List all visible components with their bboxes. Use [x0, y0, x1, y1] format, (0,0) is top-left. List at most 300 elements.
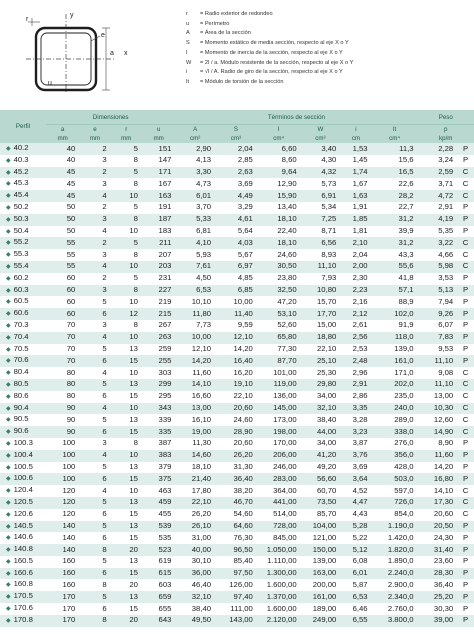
cell-value: 29,80 [301, 379, 341, 391]
table-row [0, 285, 474, 297]
table-row [0, 214, 474, 226]
cell-value: 203 [142, 261, 175, 273]
table-row [0, 320, 474, 332]
cell-value: 303 [142, 367, 175, 379]
cell-value: 90 [46, 414, 79, 426]
cell-perfil [0, 615, 46, 627]
cell-type-code: C [457, 261, 474, 273]
square-tube-diagram [18, 6, 178, 100]
cell-value: 20,60 [215, 438, 257, 450]
cell-value: 356,0 [372, 450, 418, 462]
cell-value: 5,34 [301, 202, 341, 214]
cell-value: 16,20 [215, 367, 257, 379]
cell-value: 16,10 [175, 414, 215, 426]
cell-value: 3,71 [418, 178, 458, 190]
cell-value: 6,08 [340, 556, 371, 568]
cell-value: 8 [111, 155, 142, 167]
cell-value: 535 [142, 532, 175, 544]
cell-value: 2,04 [215, 143, 257, 155]
cell-perfil [0, 473, 46, 485]
cell-value: 2,53 [340, 344, 371, 356]
cell-value: 9,59 [215, 320, 257, 332]
cell-value: 5 [79, 462, 110, 474]
diamond-marker-icon: ◆ [6, 511, 11, 518]
cell-value: 173,00 [257, 414, 301, 426]
cell-value: 8 [79, 579, 110, 591]
header-peso: Peso [418, 110, 474, 125]
cell-value: 38,40 [301, 414, 341, 426]
legend-panel [0, 0, 474, 104]
cell-value: 6 [79, 355, 110, 367]
cell-value: 16,60 [175, 391, 215, 403]
cell-value: 80 [46, 379, 79, 391]
cell-value: 295 [142, 391, 175, 403]
cell-value: 6,55 [340, 615, 371, 627]
header-symbol: e [79, 125, 110, 135]
cell-value: 17,30 [418, 497, 458, 509]
cell-value: 2,16 [340, 296, 371, 308]
cell-value: 1.420,0 [372, 532, 418, 544]
cell-type-code: P [457, 556, 474, 568]
cell-value: 26,10 [175, 521, 215, 533]
cell-value: 187 [142, 214, 175, 226]
cell-perfil [0, 202, 46, 214]
cell-value: 170 [46, 591, 79, 603]
cell-value: 11,3 [372, 143, 418, 155]
diamond-marker-icon: ◆ [6, 287, 11, 294]
perfil-label: 170.5 [13, 591, 33, 601]
cell-value: 3,64 [340, 473, 371, 485]
cell-type-code: C [457, 237, 474, 249]
diamond-marker-icon: ◆ [6, 322, 11, 329]
cell-value: 16,40 [215, 355, 257, 367]
cell-value: 15 [111, 509, 142, 521]
cell-value: 387 [142, 438, 175, 450]
table-row [0, 308, 474, 320]
cell-value: 70 [46, 332, 79, 344]
cell-value: 619 [142, 556, 175, 568]
cell-value: 503,0 [372, 473, 418, 485]
cell-perfil [0, 450, 46, 462]
cell-value: 10 [111, 226, 142, 238]
perfil-label: 170.6 [13, 603, 33, 613]
cell-value: 463 [142, 485, 175, 497]
cell-value: 206,00 [257, 450, 301, 462]
cell-type-code: C [457, 509, 474, 521]
cell-value: 90 [46, 426, 79, 438]
cell-value: 19,00 [175, 426, 215, 438]
cell-value: 3,30 [175, 167, 215, 179]
cell-value: 4,32 [301, 167, 341, 179]
cell-value: 6,07 [418, 320, 458, 332]
cell-value: 9,53 [418, 344, 458, 356]
cell-type-code: P [457, 591, 474, 603]
table-row [0, 226, 474, 238]
cell-value: 2,04 [340, 249, 371, 261]
cell-type-code: C [457, 249, 474, 261]
cell-value: 3,23 [340, 426, 371, 438]
cell-value: 13 [111, 379, 142, 391]
cell-value: 5 [111, 273, 142, 285]
diagram-label-u: u [48, 80, 52, 87]
cell-type-code: C [457, 414, 474, 426]
cell-perfil [0, 485, 46, 497]
legend-symbol: i [186, 69, 188, 76]
cell-value: 4 [79, 367, 110, 379]
cell-type-code: P [457, 308, 474, 320]
cell-value: 163 [142, 190, 175, 202]
cell-value: 655 [142, 603, 175, 615]
cell-value: 31,2 [372, 214, 418, 226]
perfil-label: 160.5 [13, 555, 33, 565]
header-symbols-row [0, 125, 474, 135]
cell-type-code: C [457, 367, 474, 379]
header-unit: mm [111, 134, 142, 143]
perfil-label: 70.4 [13, 331, 29, 341]
cell-value: 9,64 [257, 167, 301, 179]
cell-type-code: C [457, 379, 474, 391]
diamond-marker-icon: ◆ [6, 476, 11, 483]
header-unit: mm [46, 134, 79, 143]
diamond-marker-icon: ◆ [6, 181, 11, 188]
cell-value: 31,2 [372, 237, 418, 249]
cell-value: 10 [111, 450, 142, 462]
diamond-marker-icon: ◆ [6, 358, 11, 365]
cell-value: 1,91 [340, 202, 371, 214]
cell-value: 289,0 [372, 414, 418, 426]
profile-table [0, 110, 474, 627]
legend-item [186, 29, 466, 39]
cell-perfil [0, 391, 46, 403]
cell-value: 1,85 [340, 214, 371, 226]
cell-value: 2,00 [340, 261, 371, 273]
cell-value: 15 [111, 391, 142, 403]
cell-type-code: P [457, 544, 474, 556]
cell-value: 5,28 [340, 521, 371, 533]
perfil-label: 55.4 [13, 260, 29, 270]
cell-value: 41,8 [372, 273, 418, 285]
cell-value: 21,40 [175, 473, 215, 485]
cell-type-code: P [457, 450, 474, 462]
cell-value: 26,20 [215, 450, 257, 462]
cell-value: 603 [142, 579, 175, 591]
diamond-marker-icon: ◆ [6, 405, 11, 412]
cell-type-code: P [457, 579, 474, 591]
cell-value: 339 [142, 414, 175, 426]
cell-value: 9,26 [418, 308, 458, 320]
diamond-marker-icon: ◆ [6, 499, 11, 506]
cell-type-code: P [457, 462, 474, 474]
perfil-label: 60.6 [13, 308, 29, 318]
cell-perfil [0, 379, 46, 391]
cell-value: 1.600,00 [257, 579, 301, 591]
cell-value: 3 [79, 214, 110, 226]
header-unit: cm³ [215, 134, 257, 143]
cell-value: 2,91 [418, 202, 458, 214]
cell-value: 15,00 [301, 320, 341, 332]
cell-value: 55,6 [372, 261, 418, 273]
header-unit: cm⁴ [372, 134, 418, 143]
cell-value: 55 [46, 261, 79, 273]
cell-value: 25,10 [301, 355, 341, 367]
cell-perfil [0, 556, 46, 568]
perfil-label: 160.8 [13, 579, 33, 589]
cell-value: 6,01 [340, 568, 371, 580]
perfil-label: 60.2 [13, 272, 29, 282]
diamond-marker-icon: ◆ [6, 417, 11, 424]
cell-value: 60 [46, 308, 79, 320]
cell-value: 6 [79, 532, 110, 544]
cell-value: 191 [142, 202, 175, 214]
cell-value: 4,19 [418, 214, 458, 226]
cell-value: 2,91 [340, 379, 371, 391]
cell-type-code: P [457, 214, 474, 226]
cell-value: 4,61 [215, 214, 257, 226]
perfil-label: 50.4 [13, 225, 29, 235]
cell-value: 45 [46, 167, 79, 179]
cell-value: 30,30 [418, 603, 458, 615]
cell-value: 160 [46, 579, 79, 591]
cell-value: 50 [46, 226, 79, 238]
cell-value: 3,69 [340, 462, 371, 474]
cell-value: 50 [46, 214, 79, 226]
perfil-label: 140.8 [13, 544, 33, 554]
cell-value: 6 [79, 568, 110, 580]
cell-value: 136,00 [257, 391, 301, 403]
cell-value: 231 [142, 273, 175, 285]
cell-value: 200,00 [301, 579, 341, 591]
table-row [0, 202, 474, 214]
cell-value: 120 [46, 497, 79, 509]
cell-value: 207 [142, 249, 175, 261]
cell-value: 5 [79, 379, 110, 391]
cell-value: 57,1 [372, 285, 418, 297]
cell-value: 22,10 [215, 391, 257, 403]
cell-perfil [0, 190, 46, 202]
diamond-marker-icon: ◆ [6, 617, 11, 624]
cell-type-code: P [457, 226, 474, 238]
diagram-label-r: r [26, 16, 29, 23]
cell-value: 4 [79, 450, 110, 462]
cell-type-code: C [457, 178, 474, 190]
cell-value: 60,70 [301, 485, 341, 497]
table-row [0, 473, 474, 485]
cell-value: 20 [111, 579, 142, 591]
cell-value: 428,0 [372, 462, 418, 474]
diamond-marker-icon: ◆ [6, 275, 11, 282]
cell-value: 338,0 [372, 426, 418, 438]
cell-value: 259 [142, 344, 175, 356]
cell-value: 160 [46, 568, 79, 580]
cell-value: 7,93 [301, 273, 341, 285]
cell-value: 5 [111, 143, 142, 155]
cell-value: 28,30 [418, 568, 458, 580]
cell-value: 13 [111, 591, 142, 603]
cell-value: 102,0 [372, 308, 418, 320]
cell-value: 1.820,0 [372, 544, 418, 556]
cell-value: 202,0 [372, 379, 418, 391]
cell-value: 28,90 [215, 426, 257, 438]
cell-value: 65,80 [257, 332, 301, 344]
cell-value: 43,3 [372, 249, 418, 261]
cell-value: 4 [79, 403, 110, 415]
perfil-label: 70.3 [13, 319, 29, 329]
cell-value: 3,35 [340, 403, 371, 415]
cell-value: 10 [111, 332, 142, 344]
cell-value: 44,00 [301, 426, 341, 438]
cell-value: 70 [46, 320, 79, 332]
cell-value: 5 [79, 414, 110, 426]
table-row [0, 391, 474, 403]
cell-value: 15 [111, 603, 142, 615]
cell-value: 3 [79, 249, 110, 261]
cell-value: 728,00 [257, 521, 301, 533]
table-row [0, 190, 474, 202]
cell-value: 119,00 [257, 379, 301, 391]
cell-value: 91,9 [372, 320, 418, 332]
cell-value: 96,50 [215, 544, 257, 556]
cell-value: 45 [46, 178, 79, 190]
diamond-marker-icon: ◆ [6, 393, 11, 400]
diamond-marker-icon: ◆ [6, 240, 11, 247]
cell-value: 23,60 [418, 556, 458, 568]
cell-perfil [0, 273, 46, 285]
legend-text: = Perímetro [200, 20, 230, 27]
cell-type-code: P [457, 285, 474, 297]
cell-perfil [0, 332, 46, 344]
cell-perfil [0, 603, 46, 615]
diamond-marker-icon: ◆ [6, 228, 11, 235]
cell-value: 240,0 [372, 403, 418, 415]
table-row [0, 379, 474, 391]
header-symbol: a [46, 125, 79, 135]
diamond-marker-icon: ◆ [6, 311, 11, 318]
cell-value: 3 [79, 438, 110, 450]
cell-value: 9,08 [418, 367, 458, 379]
table-row [0, 462, 474, 474]
perfil-label: 55.3 [13, 249, 29, 259]
cell-value: 8 [79, 615, 110, 627]
cell-value: 70 [46, 344, 79, 356]
cell-value: 15 [111, 473, 142, 485]
legend-symbol: S [186, 40, 190, 47]
cell-value: 160 [46, 556, 79, 568]
cell-value: 145,00 [257, 403, 301, 415]
table-row [0, 497, 474, 509]
cell-value: 28,2 [372, 190, 418, 202]
cell-perfil [0, 568, 46, 580]
cell-perfil [0, 591, 46, 603]
cell-value: 97,40 [215, 591, 257, 603]
table-row [0, 544, 474, 556]
perfil-label: 120.6 [13, 508, 33, 518]
cell-value: 15,70 [301, 296, 341, 308]
cell-value: 88,9 [372, 296, 418, 308]
cell-value: 32,50 [257, 285, 301, 297]
cell-value: 12,10 [175, 344, 215, 356]
cell-value: 5 [79, 497, 110, 509]
perfil-label: 40.3 [13, 154, 29, 164]
perfil-label: 60.5 [13, 296, 29, 306]
cell-perfil [0, 438, 46, 450]
header-symbol: A [175, 125, 215, 135]
cell-value: 17,70 [301, 308, 341, 320]
cell-value: 18,10 [175, 462, 215, 474]
cell-value: 5,73 [301, 178, 341, 190]
cell-value: 17,80 [175, 485, 215, 497]
cell-type-code: C [457, 426, 474, 438]
perfil-label: 60.3 [13, 284, 29, 294]
cell-value: 24,60 [257, 249, 301, 261]
header-unit: cm³ [301, 134, 341, 143]
cell-perfil [0, 143, 46, 155]
cell-value: 7,94 [418, 296, 458, 308]
diamond-marker-icon: ◆ [6, 558, 11, 565]
cell-value: 597,0 [372, 485, 418, 497]
cell-value: 26,20 [175, 509, 215, 521]
cell-value: 3,22 [418, 237, 458, 249]
cell-value: 4,30 [301, 155, 341, 167]
cell-value: 539 [142, 521, 175, 533]
cell-value: 15,90 [257, 190, 301, 202]
cell-value: 4,52 [340, 485, 371, 497]
diamond-marker-icon: ◆ [6, 216, 11, 223]
legend-text: = Momento estático de media sección, respecto al eje X o Y [200, 40, 349, 47]
cell-value: 364,00 [257, 485, 301, 497]
cell-type-code: C [457, 497, 474, 509]
cell-value: 140 [46, 521, 79, 533]
cell-perfil [0, 226, 46, 238]
legend-symbol: I [186, 49, 188, 56]
diamond-marker-icon: ◆ [6, 594, 11, 601]
diagram-label-a: a [110, 50, 114, 57]
cell-type-code: C [457, 485, 474, 497]
perfil-label: 40.2 [13, 143, 29, 152]
legend-symbol: W [186, 59, 192, 66]
perfil-label: 90.4 [13, 402, 29, 412]
cell-value: 104,00 [301, 521, 341, 533]
cell-value: 4,66 [418, 249, 458, 261]
header-unit: cm⁴ [257, 134, 301, 143]
cell-value: 13 [111, 497, 142, 509]
perfil-label: 80.5 [13, 378, 29, 388]
cell-value: 4,50 [175, 273, 215, 285]
cell-value: 32,10 [175, 591, 215, 603]
cell-value: 31,30 [215, 462, 257, 474]
table-row [0, 403, 474, 415]
cell-value: 2,61 [340, 320, 371, 332]
cell-value: 20,60 [215, 403, 257, 415]
table-row [0, 426, 474, 438]
cell-value: 1.050,00 [257, 544, 301, 556]
cell-value: 2,85 [215, 155, 257, 167]
cell-value: 5,12 [340, 544, 371, 556]
cell-value: 25,20 [418, 591, 458, 603]
cell-value: 4 [79, 190, 110, 202]
cell-value: 6,53 [340, 591, 371, 603]
cell-value: 4,03 [215, 237, 257, 249]
diamond-marker-icon: ◆ [6, 252, 11, 259]
cell-value: 4,72 [418, 190, 458, 202]
cell-value: 13,00 [418, 391, 458, 403]
perfil-label: 80.6 [13, 390, 29, 400]
table-row [0, 579, 474, 591]
perfil-label: 70.5 [13, 343, 29, 353]
cell-value: 8,60 [257, 155, 301, 167]
cell-value: 15,6 [372, 155, 418, 167]
cell-value: 2.760,0 [372, 603, 418, 615]
cell-value: 3,53 [418, 273, 458, 285]
